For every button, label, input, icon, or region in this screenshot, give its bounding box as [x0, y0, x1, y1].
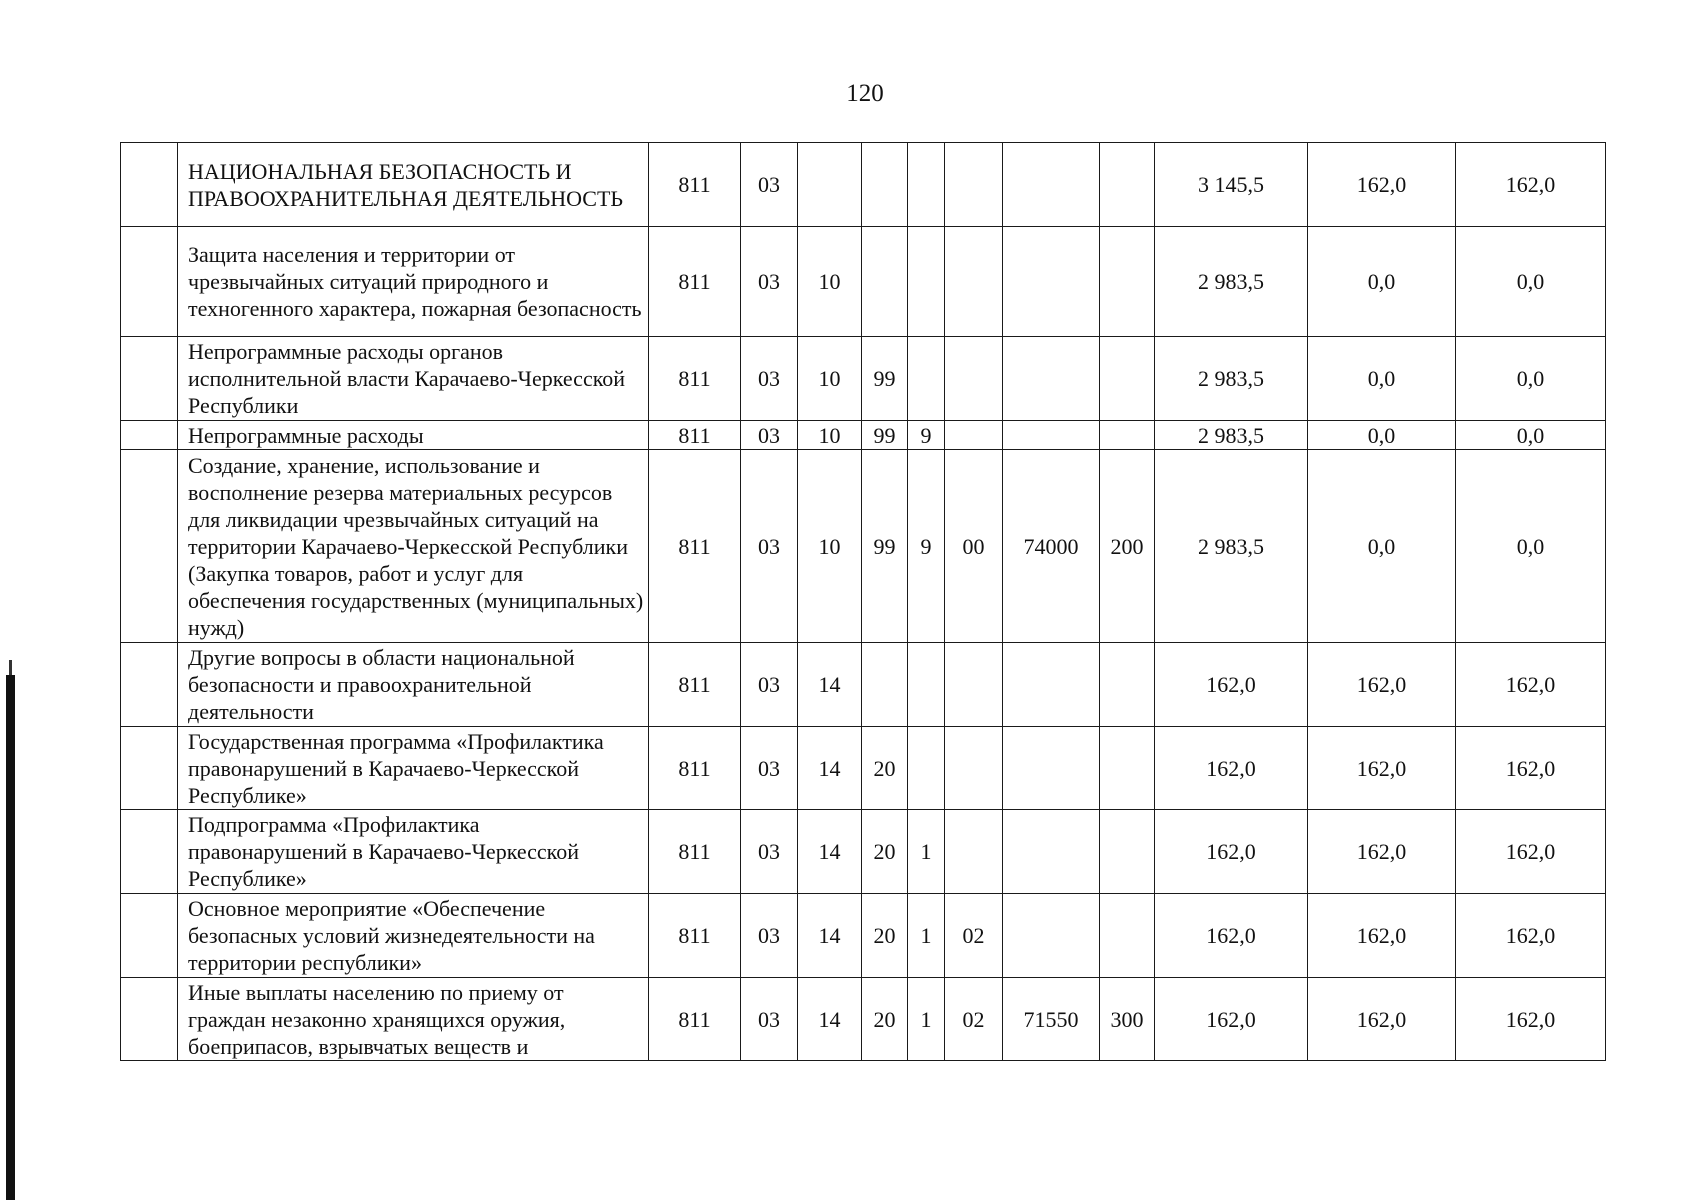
rz-cell: 03	[741, 450, 798, 643]
csr-1-cell	[862, 143, 908, 227]
csr-2-cell	[908, 337, 945, 421]
sum-3-cell: 0,0	[1456, 421, 1606, 450]
csr-4-cell	[1003, 227, 1100, 337]
rz-cell: 03	[741, 337, 798, 421]
rz-cell: 03	[741, 978, 798, 1061]
csr-1-cell: 20	[862, 810, 908, 894]
ved-cell: 811	[649, 421, 741, 450]
sum-3-cell: 162,0	[1456, 894, 1606, 978]
csr-2-cell	[908, 727, 945, 810]
pr-cell: 14	[798, 894, 862, 978]
csr-2-cell: 9	[908, 421, 945, 450]
sum-1-cell: 2 983,5	[1155, 450, 1308, 643]
sum-2-cell: 0,0	[1308, 337, 1456, 421]
csr-4-cell	[1003, 421, 1100, 450]
rz-cell: 03	[741, 227, 798, 337]
csr-1-cell: 20	[862, 727, 908, 810]
csr-4-cell	[1003, 894, 1100, 978]
csr-1-cell: 99	[862, 450, 908, 643]
rz-cell: 03	[741, 421, 798, 450]
row-index-cell	[121, 894, 178, 978]
row-index-cell	[121, 227, 178, 337]
csr-3-cell: 02	[945, 894, 1003, 978]
row-index-cell	[121, 643, 178, 727]
csr-4-cell	[1003, 643, 1100, 727]
csr-3-cell	[945, 643, 1003, 727]
sum-3-cell: 0,0	[1456, 227, 1606, 337]
sum-3-cell: 162,0	[1456, 143, 1606, 227]
vr-cell	[1100, 143, 1155, 227]
rz-cell: 03	[741, 727, 798, 810]
csr-1-cell: 99	[862, 337, 908, 421]
row-index-cell	[121, 337, 178, 421]
csr-4-cell	[1003, 337, 1100, 421]
ved-cell: 811	[649, 643, 741, 727]
sum-2-cell: 162,0	[1308, 727, 1456, 810]
table-row	[121, 894, 1606, 978]
row-index-cell	[121, 978, 178, 1061]
csr-3-cell	[945, 337, 1003, 421]
sum-3-cell: 0,0	[1456, 337, 1606, 421]
pr-cell: 10	[798, 227, 862, 337]
csr-3-cell	[945, 727, 1003, 810]
table-row	[121, 727, 1606, 810]
row-name-cell: Государственная программа «Профилактика правонарушений в Карачаево-Черкесской Республике»	[178, 727, 649, 810]
vr-cell	[1100, 643, 1155, 727]
sum-1-cell: 162,0	[1155, 727, 1308, 810]
pr-cell: 10	[798, 337, 862, 421]
pr-cell	[798, 143, 862, 227]
csr-4-cell	[1003, 727, 1100, 810]
table-row	[121, 337, 1606, 421]
ved-cell: 811	[649, 143, 741, 227]
sum-3-cell: 0,0	[1456, 450, 1606, 643]
row-name-cell: Непрограммные расходы органов исполнительной власти Карачаево-Черкесской Республики	[178, 337, 649, 421]
sum-2-cell: 0,0	[1308, 450, 1456, 643]
row-name-cell: Непрограммные расходы	[178, 421, 649, 450]
row-name-cell: Защита населения и территории от чрезвычайных ситуаций природного и техногенного характера, пожарная безопасность	[178, 227, 649, 337]
pr-cell: 10	[798, 450, 862, 643]
pr-cell: 14	[798, 978, 862, 1061]
sum-2-cell: 162,0	[1308, 810, 1456, 894]
csr-2-cell	[908, 643, 945, 727]
row-name-cell: Основное мероприятие «Обеспечение безопасных условий жизнедеятельности на территории республики»	[178, 894, 649, 978]
row-index-cell	[121, 450, 178, 643]
csr-3-cell	[945, 143, 1003, 227]
table-row	[121, 227, 1606, 337]
row-name-cell: Иные выплаты населению по приему от граждан незаконно хранящихся оружия, боеприпасов, взрывчатых веществ и	[178, 978, 649, 1061]
ved-cell: 811	[649, 894, 741, 978]
table-row	[121, 978, 1606, 1061]
sum-3-cell: 162,0	[1456, 727, 1606, 810]
row-name-cell: Создание, хранение, использование и восполнение резерва материальных ресурсов для ликвидации чрезвычайных ситуаций на территории Карачаево-Черкесской Республики (Закупка товаров, работ и услуг для обеспечения государственных (муниципальных) нужд)	[178, 450, 649, 643]
row-name-cell: Подпрограмма «Профилактика правонарушений в Карачаево-Черкесской Республике»	[178, 810, 649, 894]
row-index-cell	[121, 810, 178, 894]
csr-1-cell: 20	[862, 978, 908, 1061]
sum-1-cell: 2 983,5	[1155, 421, 1308, 450]
csr-1-cell: 99	[862, 421, 908, 450]
sum-1-cell: 162,0	[1155, 810, 1308, 894]
rz-cell: 03	[741, 894, 798, 978]
vr-cell	[1100, 727, 1155, 810]
vr-cell: 300	[1100, 978, 1155, 1061]
csr-2-cell: 1	[908, 810, 945, 894]
sum-3-cell: 162,0	[1456, 810, 1606, 894]
vr-cell	[1100, 421, 1155, 450]
budget-table	[120, 142, 1606, 1061]
ved-cell: 811	[649, 227, 741, 337]
pr-cell: 10	[798, 421, 862, 450]
csr-4-cell	[1003, 810, 1100, 894]
rz-cell: 03	[741, 643, 798, 727]
ved-cell: 811	[649, 337, 741, 421]
sum-2-cell: 0,0	[1308, 227, 1456, 337]
sum-3-cell: 162,0	[1456, 978, 1606, 1061]
csr-4-cell	[1003, 143, 1100, 227]
csr-2-cell	[908, 227, 945, 337]
sum-1-cell: 3 145,5	[1155, 143, 1308, 227]
sum-2-cell: 162,0	[1308, 978, 1456, 1061]
sum-2-cell: 162,0	[1308, 643, 1456, 727]
csr-1-cell: 20	[862, 894, 908, 978]
sum-3-cell: 162,0	[1456, 643, 1606, 727]
csr-3-cell: 00	[945, 450, 1003, 643]
sum-2-cell: 162,0	[1308, 143, 1456, 227]
rz-cell: 03	[741, 143, 798, 227]
csr-1-cell	[862, 643, 908, 727]
sum-1-cell: 162,0	[1155, 643, 1308, 727]
csr-2-cell: 9	[908, 450, 945, 643]
vr-cell	[1100, 227, 1155, 337]
table-row	[121, 143, 1606, 227]
table-row	[121, 421, 1606, 450]
csr-3-cell	[945, 810, 1003, 894]
row-index-cell	[121, 421, 178, 450]
csr-1-cell	[862, 227, 908, 337]
ved-cell: 811	[649, 810, 741, 894]
csr-3-cell	[945, 421, 1003, 450]
sum-1-cell: 2 983,5	[1155, 227, 1308, 337]
csr-4-cell: 71550	[1003, 978, 1100, 1061]
vr-cell	[1100, 894, 1155, 978]
rz-cell: 03	[741, 810, 798, 894]
csr-2-cell	[908, 143, 945, 227]
pr-cell: 14	[798, 643, 862, 727]
pr-cell: 14	[798, 727, 862, 810]
ved-cell: 811	[649, 978, 741, 1061]
ved-cell: 811	[649, 450, 741, 643]
row-index-cell	[121, 727, 178, 810]
table-row	[121, 450, 1606, 643]
csr-3-cell: 02	[945, 978, 1003, 1061]
vr-cell	[1100, 810, 1155, 894]
row-name-cell: Другие вопросы в области национальной безопасности и правоохранительной деятельности	[178, 643, 649, 727]
csr-3-cell	[945, 227, 1003, 337]
vr-cell	[1100, 337, 1155, 421]
sum-2-cell: 0,0	[1308, 421, 1456, 450]
row-name-cell: НАЦИОНАЛЬНАЯ БЕЗОПАСНОСТЬ И ПРАВООХРАНИТЕЛЬНАЯ ДЕЯТЕЛЬНОСТЬ	[178, 143, 649, 227]
ved-cell: 811	[649, 727, 741, 810]
sum-1-cell: 162,0	[1155, 894, 1308, 978]
table-row	[121, 810, 1606, 894]
scan-edge-bar	[6, 675, 15, 1200]
sum-1-cell: 162,0	[1155, 978, 1308, 1061]
sum-1-cell: 2 983,5	[1155, 337, 1308, 421]
csr-4-cell: 74000	[1003, 450, 1100, 643]
table-row	[121, 643, 1606, 727]
row-index-cell	[121, 143, 178, 227]
sum-2-cell: 162,0	[1308, 894, 1456, 978]
page-number: 120	[846, 80, 884, 107]
csr-2-cell: 1	[908, 978, 945, 1061]
vr-cell: 200	[1100, 450, 1155, 643]
csr-2-cell: 1	[908, 894, 945, 978]
pr-cell: 14	[798, 810, 862, 894]
